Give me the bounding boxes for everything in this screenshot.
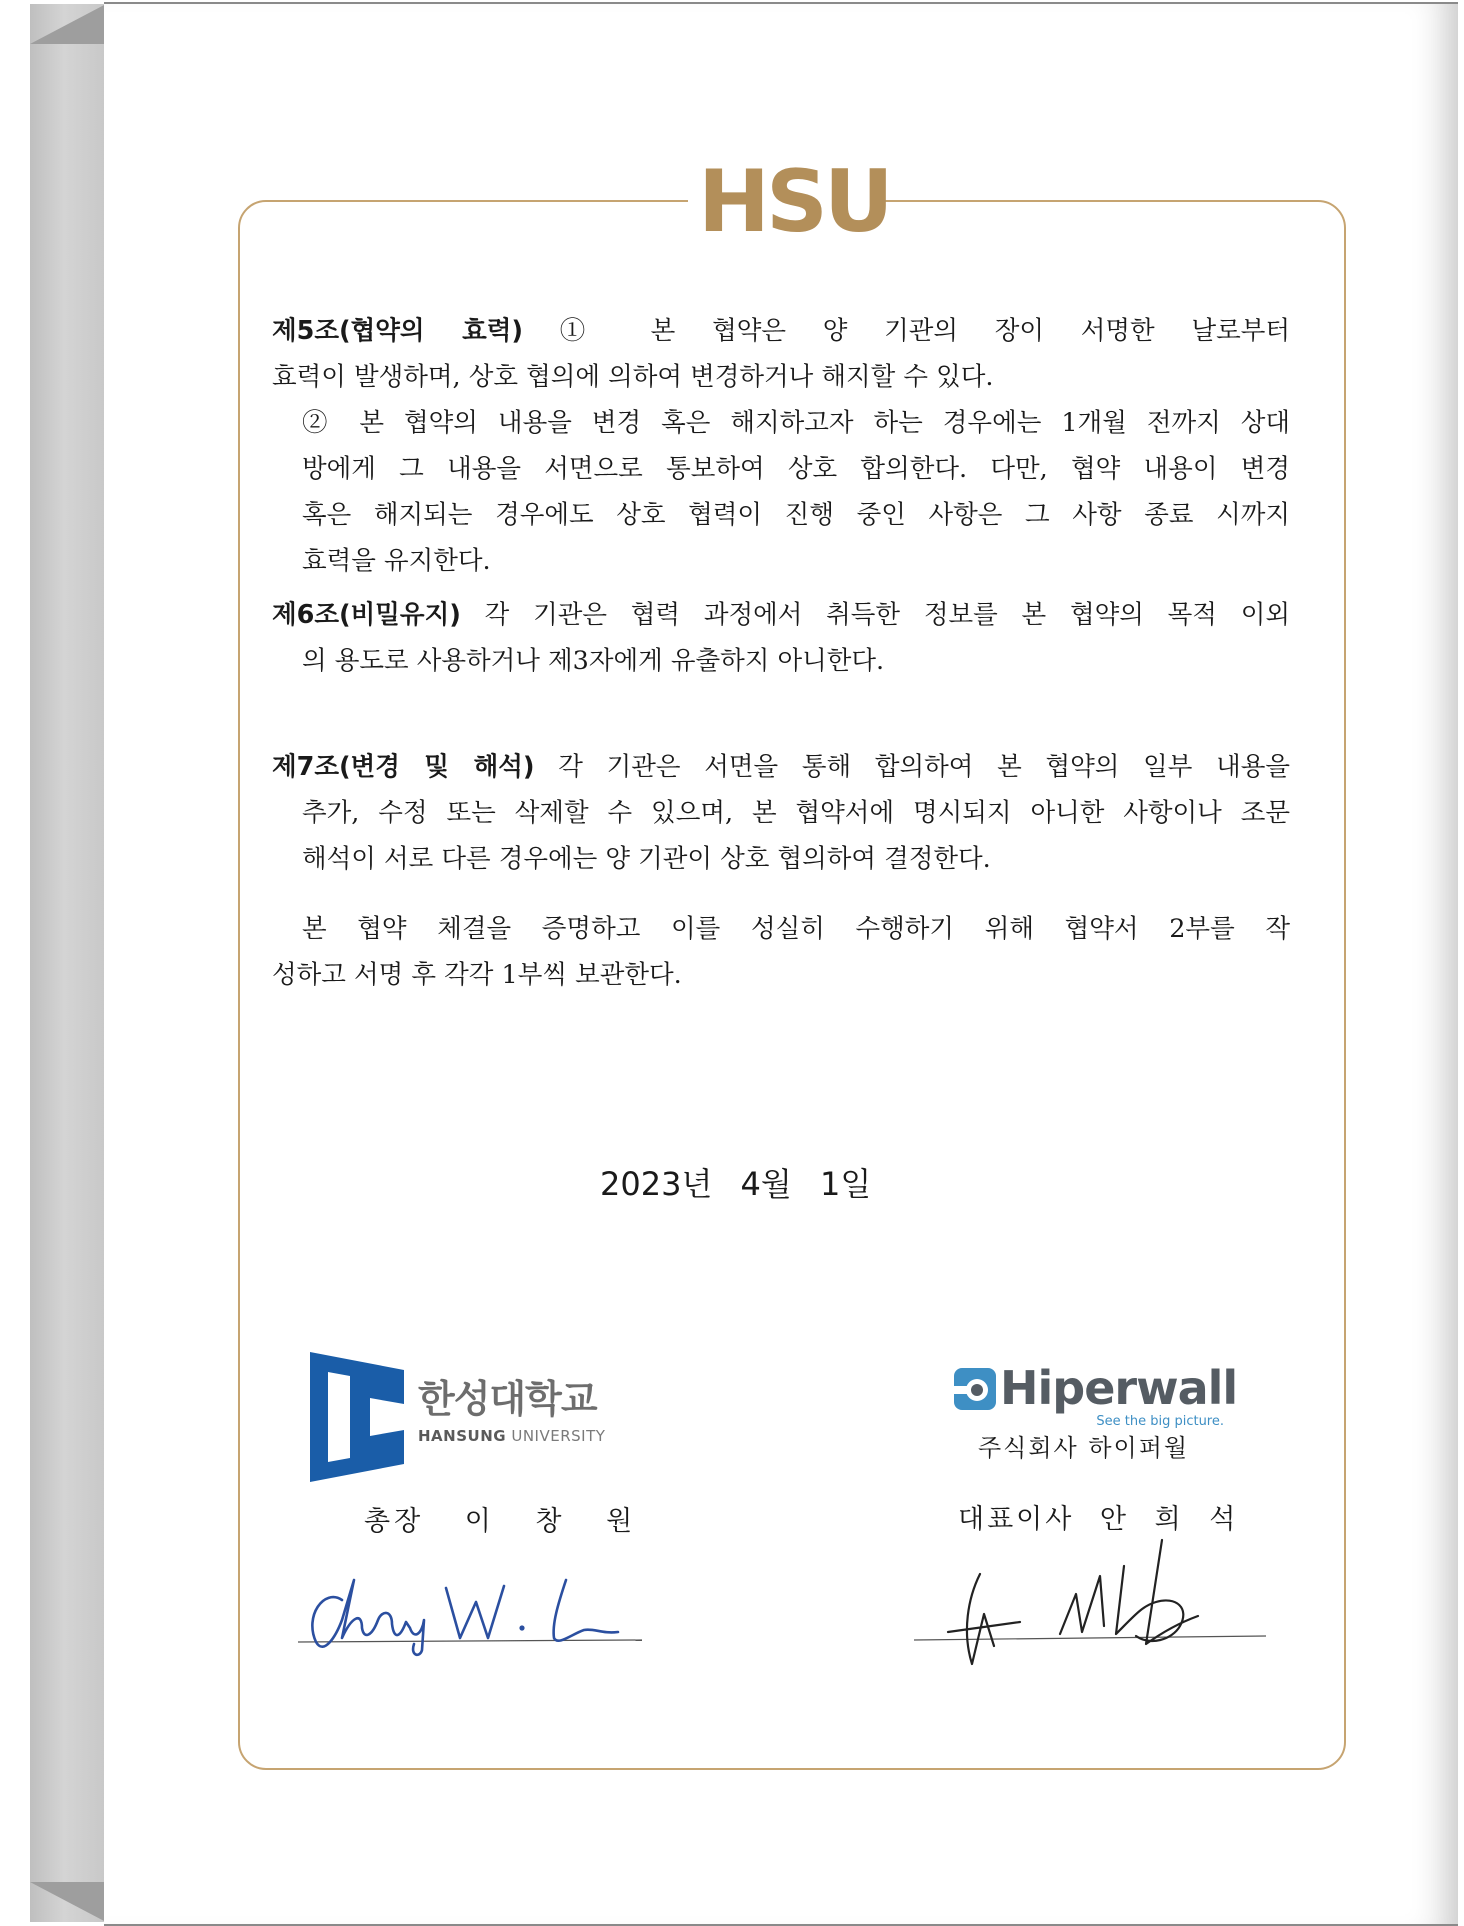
hiperwall-tagline: See the big picture. — [1096, 1414, 1224, 1429]
closing-statement — [272, 906, 1290, 998]
left-signatory-title: 총장 이 창 원 — [364, 1506, 637, 1537]
article-5-text-1: ① 본 협약은 양 기관의 장이 서명한 날로부터 — [559, 316, 1290, 346]
article-5-sub-3: 혹은 해지되는 경우에도 상호 협력이 진행 중인 사항은 그 사항 종료 시까지 — [302, 500, 1290, 530]
hiperwall-name-korean: 주식회사 하이퍼월 — [978, 1434, 1190, 1462]
book-spine — [30, 4, 106, 1922]
hansung-name-korean: 한성대학교 — [418, 1377, 597, 1421]
article-7-text-2: 추가, 수정 또는 삭제할 수 있으며, 본 협약서에 명시되지 아니한 사항이나 조문 — [302, 798, 1290, 828]
article-5-line-1 — [272, 308, 1290, 354]
article-5 — [272, 308, 1290, 584]
article-6-line-1 — [272, 592, 1290, 638]
article-7-heading: 제7조(변경 및 해석) — [272, 752, 535, 782]
hiperwall-name: Hiperwall — [1000, 1361, 1238, 1415]
hansung-name-english-rest: UNIVERSITY — [506, 1427, 606, 1445]
signing-date: 2023년 4월 1일 — [600, 1165, 872, 1203]
article-7-text-3: 해석이 서로 다른 경우에는 양 기관이 상호 협의하여 결정한다. — [302, 844, 991, 874]
article-5-sub-2: 방에게 그 내용을 서면으로 통보하여 상호 합의한다. 다만, 협약 내용이 변경 — [302, 454, 1290, 484]
article-6-text-1: 각 기관은 협력 과정에서 취득한 정보를 본 협약의 목적 이외 — [484, 600, 1290, 630]
closing-line-2: 성하고 서명 후 각각 1부씩 보관한다. — [272, 960, 682, 990]
hsu-logo: HSU — [698, 152, 890, 252]
article-5-sub-1: ② 본 협약의 내용을 변경 혹은 해지하고자 하는 경우에는 1개월 전까지 상대 — [302, 408, 1290, 438]
article-7-line-1 — [272, 744, 1290, 790]
article-5-sub-4: 효력을 유지한다. — [302, 546, 491, 576]
hiperwall-logo-icon — [952, 1366, 998, 1412]
article-5-text-2: 효력이 발생하며, 상호 협의에 의하여 변경하거나 해지할 수 있다. — [272, 362, 994, 392]
hansung-name-english-bold: HANSUNG — [418, 1427, 507, 1445]
right-signatory-title: 대표이사 안 희 석 — [958, 1504, 1239, 1535]
closing-line-1: 본 협약 체결을 증명하고 이를 성실히 수행하기 위해 협약서 2부를 작 — [302, 914, 1290, 944]
right-signature — [910, 1536, 1270, 1676]
article-6 — [272, 592, 1290, 684]
article-6-text-2: 의 용도로 사용하거나 제3자에게 유출하지 아니한다. — [302, 646, 885, 676]
hansung-logo-mark-icon — [310, 1352, 404, 1482]
article-5-heading: 제5조(협약의 효력) — [272, 316, 524, 346]
hansung-name-english — [418, 1426, 605, 1446]
left-signature — [296, 1558, 646, 1658]
article-7-text-1: 각 기관은 서면을 통해 합의하여 본 협약의 일부 내용을 — [558, 752, 1290, 782]
article-6-heading: 제6조(비밀유지) — [272, 600, 461, 630]
article-7 — [272, 744, 1290, 882]
